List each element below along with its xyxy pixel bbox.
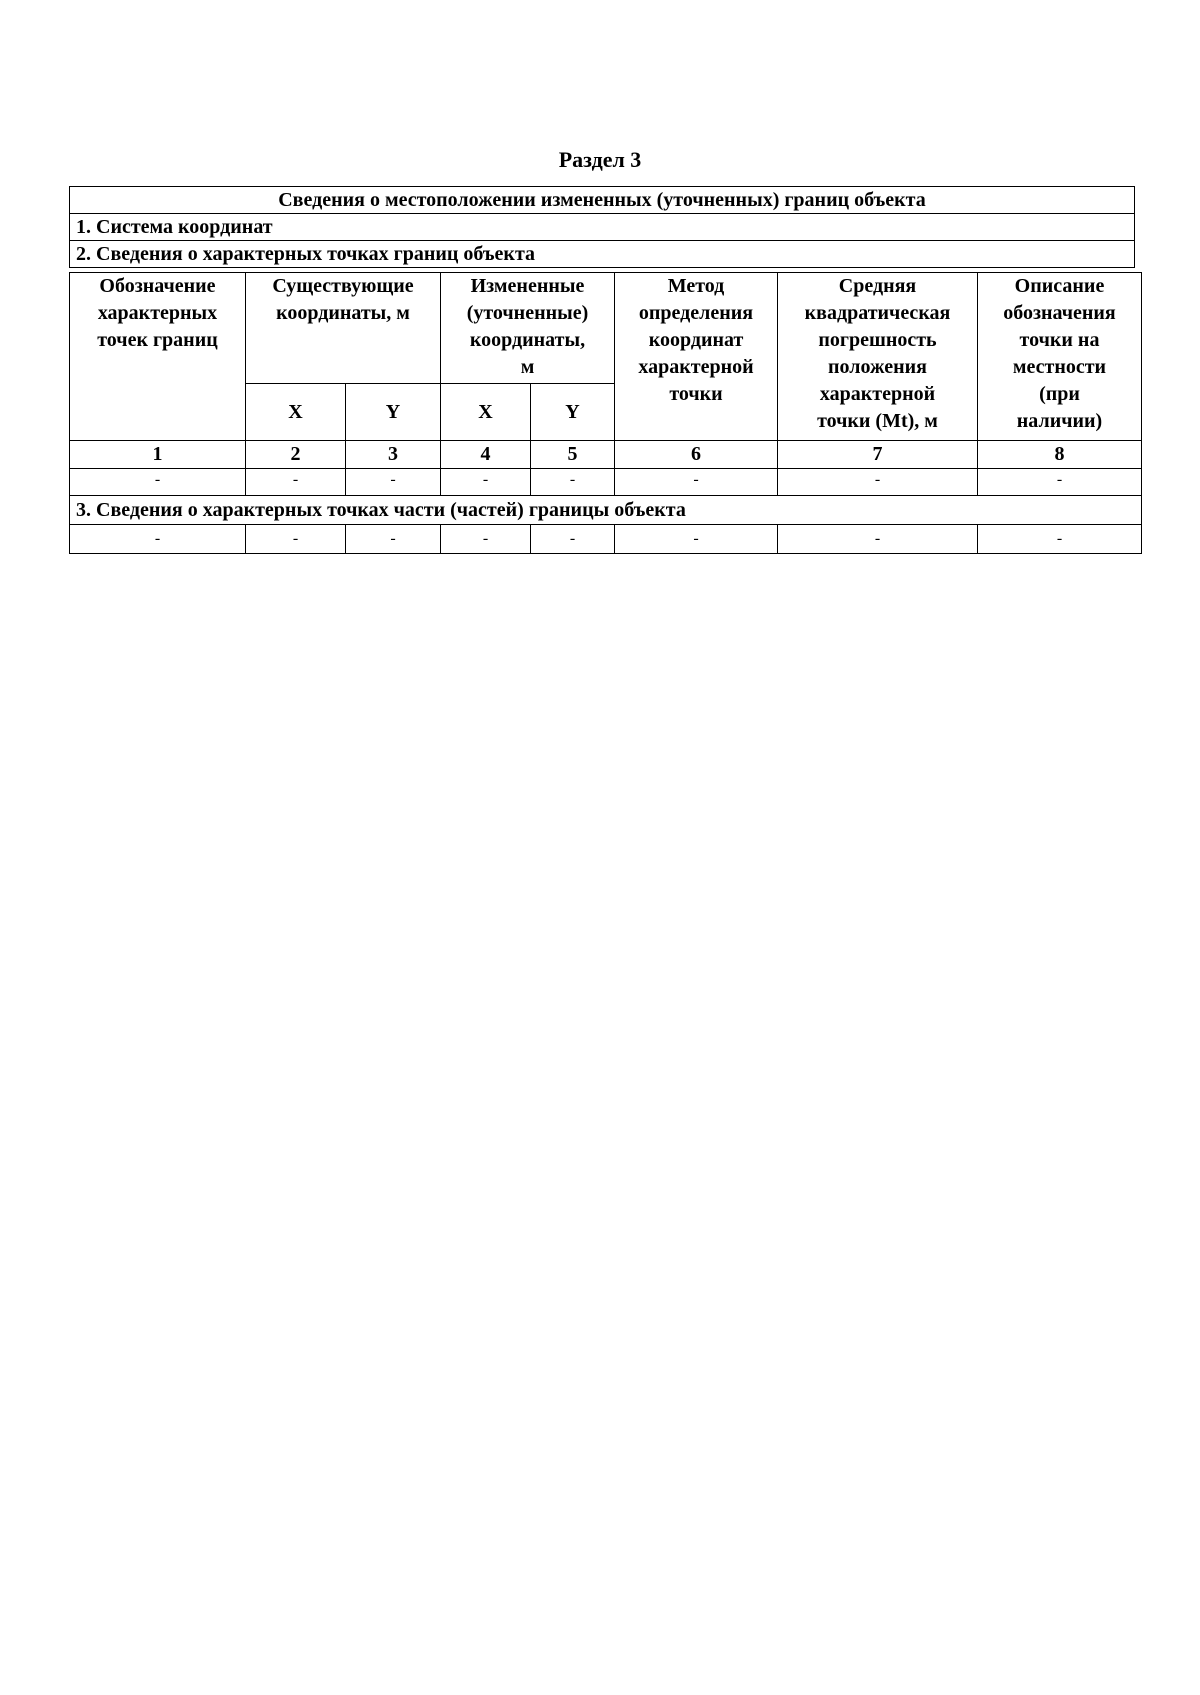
empty-cell: - (615, 469, 778, 496)
empty-cell: - (978, 525, 1142, 554)
header-mean-error: Средняя квадратическая погрешность положения характерной точки (Mt), м (778, 273, 978, 441)
column-number: 7 (778, 441, 978, 469)
block-heading: Сведения о местоположении измененных (уточненных) границ объекта (70, 187, 1135, 214)
empty-cell: - (246, 525, 346, 554)
empty-cell: - (441, 525, 531, 554)
boundary-points-row: 2. Сведения о характерных точках границ объекта (70, 241, 1135, 268)
boundary-points-table (69, 272, 1142, 554)
header-method: Метод определения координат характерной точки (615, 273, 778, 441)
header-x-existing: X (246, 384, 346, 441)
column-number: 3 (346, 441, 441, 469)
empty-cell: - (615, 525, 778, 554)
part-boundary-row: 3. Сведения о характерных точках части (частей) границы объекта (70, 496, 1142, 525)
header-changed-coords: Измененные (уточненные) координаты, м (441, 273, 615, 384)
header-y-existing: Y (346, 384, 441, 441)
header-description: Описание обозначения точки на местности (при наличии) (978, 273, 1142, 441)
empty-cell: - (778, 525, 978, 554)
column-number: 1 (70, 441, 246, 469)
empty-cell: - (70, 525, 246, 554)
column-number: 5 (531, 441, 615, 469)
column-number: 4 (441, 441, 531, 469)
empty-cell: - (531, 525, 615, 554)
empty-cell: - (778, 469, 978, 496)
column-number: 2 (246, 441, 346, 469)
empty-cell: - (346, 525, 441, 554)
section-title: Раздел 3 (558, 147, 642, 172)
empty-cell: - (978, 469, 1142, 496)
empty-cell: - (531, 469, 615, 496)
header-y-changed: Y (531, 384, 615, 441)
empty-cell: - (441, 469, 531, 496)
empty-cell: - (70, 469, 246, 496)
header-x-changed: X (441, 384, 531, 441)
header-point-designation: Обозначение характерных точек границ (70, 273, 246, 441)
column-number: 6 (615, 441, 778, 469)
header-existing-coords: Существующие координаты, м (246, 273, 441, 384)
column-number: 8 (978, 441, 1142, 469)
boundary-info-block (69, 186, 1135, 268)
empty-cell: - (346, 469, 441, 496)
coordinate-system-row: 1. Система координат (70, 214, 1135, 241)
empty-cell: - (246, 469, 346, 496)
